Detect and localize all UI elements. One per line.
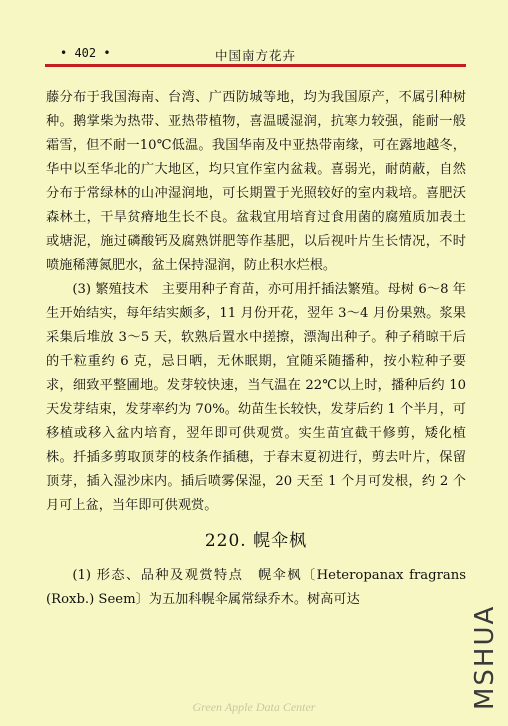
running-title: 中国南方花卉 — [215, 48, 297, 63]
side-watermark: MSHUA — [470, 604, 500, 710]
paragraph-propagation: (3) 繁殖技术 主要用种子育苗，亦可用扦插法繁殖。母树 6～8 年生开始结实，每年结实颇多，11 月份开花，翌年 3～4 月份果熟。浆果采集后堆放 3～5 天，软熟后置水中搓擦，漂淘出种子。种子稍晾干后的千粒重约 6 克，忌日晒，无休眠期，宜随采随播种，按小粒种子要求，细致平整圃地。发芽较快速，当气温在 22℃以上时，播种后约 10 天发芽结束，发芽率约为 70%。幼苗生长较快，发芽后约 1 个半月，可移植或移入盆内培育，翌年即可供观赏。实生苗宜截干修剪，矮化植株。扦插多剪取顶芽的枝条作插穗，于春末夏初进行，剪去叶片，保留顶芽，插入湿沙床内。插后喷雾保湿，20 天至 1 个月可发根，约 2 个月可上盆，当年即可供观赏。 — [46, 282, 466, 513]
page-header — [0, 46, 508, 64]
paragraph-morphology: (1) 形态、品种及观赏特点 幌伞枫〔Heteropanax fragrans (Roxb.) Seem〕为五加科幌伞属常绿乔木。树高可达 — [46, 568, 466, 607]
paragraph-continuation: 藤分布于我国海南、台湾、广西防城等地，均为我国原产，不属引种树种。鹅掌柴为热带、亚热带植物，喜温暖湿润，抗寒力较强，能耐一般霜雪，但不耐一10℃低温。我国华南及中亚热带南缘，可在露地越冬，华中以至华北的广大地区，均只宜作室内盆栽。喜弱光，耐荫蔽，自然分布于常绿林的山冲湿润地，可长期置于光照较好的室内栽培。喜肥沃森林土，干旱贫瘠地生长不良。盆栽宜用培育过食用菌的腐殖质加表土或塘泥，施过磷酸钙及腐熟饼肥等作基肥，以后视叶片生长情况，不时喷施稀薄氮肥水，盆土保持湿润，防止积水烂根。 — [46, 90, 466, 273]
header-rule — [45, 64, 466, 67]
section-title: 220. 幌伞枫 — [204, 531, 308, 551]
page-body — [46, 86, 466, 612]
page-number: • 402 • — [60, 46, 111, 60]
watermark: Green Apple Data Center — [192, 700, 316, 714]
